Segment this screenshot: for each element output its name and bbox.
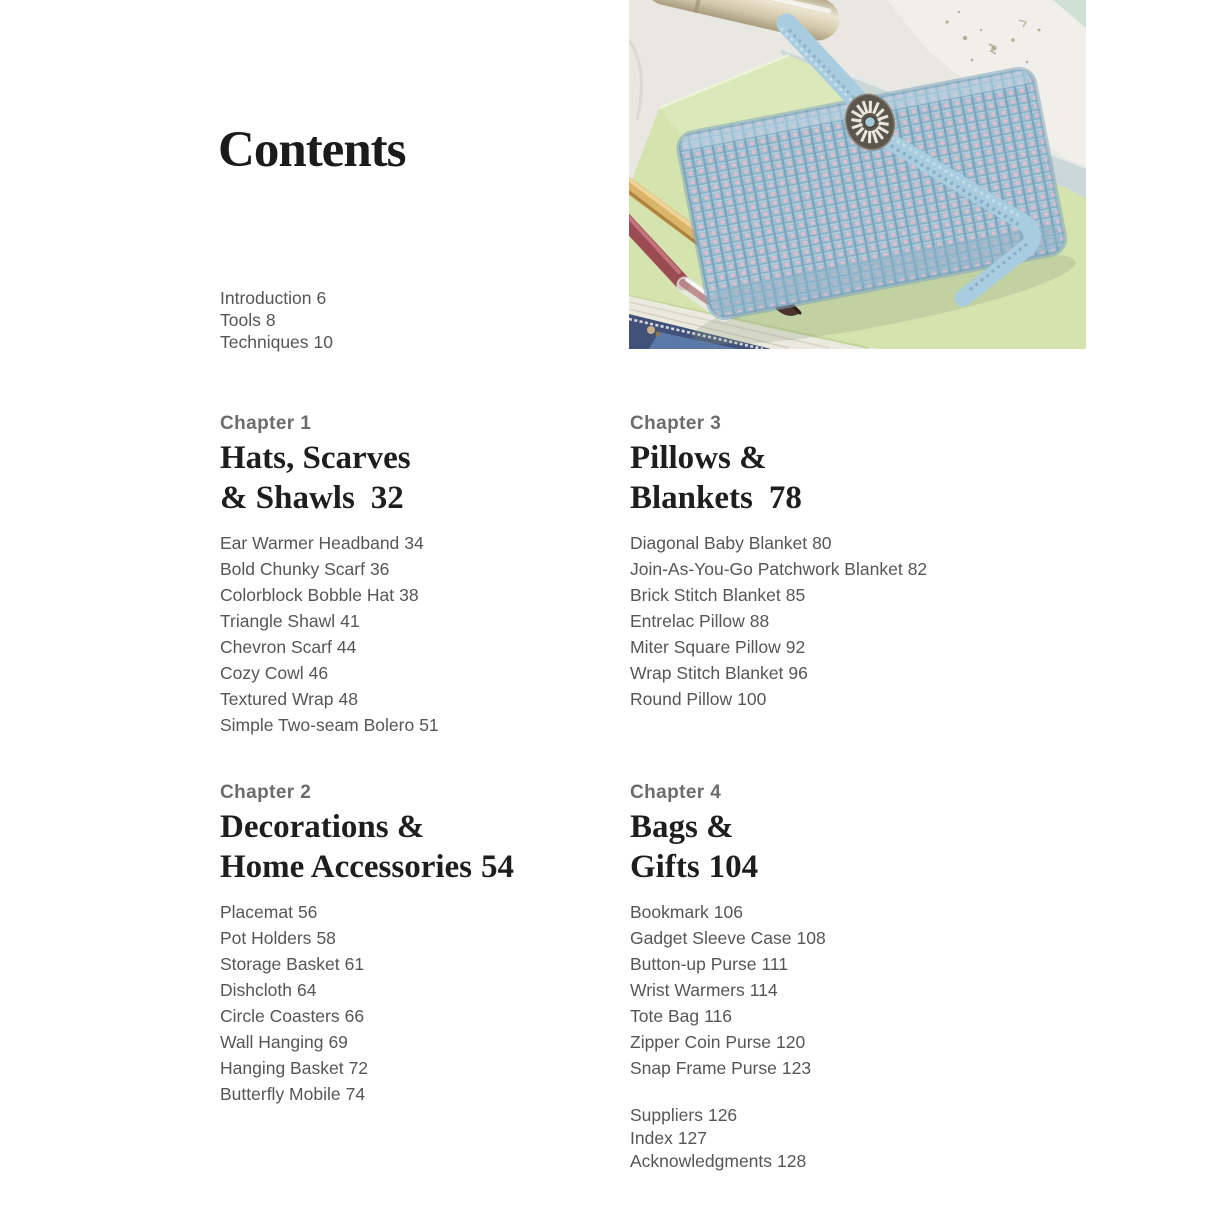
chapter-3-title: Pillows & Blankets 78 bbox=[630, 440, 802, 516]
toc-item: Tote Bag 116 bbox=[630, 1006, 732, 1026]
chapter-4-label: Chapter 4 bbox=[630, 782, 722, 803]
chapter-2-label: Chapter 2 bbox=[220, 782, 312, 803]
chapter-2-section bbox=[220, 781, 514, 1107]
toc-item: Wall Hanging 69 bbox=[220, 1032, 348, 1052]
toc-item: Cozy Cowl 46 bbox=[220, 663, 329, 683]
cover-photo bbox=[629, 0, 1086, 349]
toc-item: Wrap Stitch Blanket 96 bbox=[630, 663, 808, 683]
toc-item: Entrelac Pillow 88 bbox=[630, 611, 770, 631]
toc-item: Brick Stitch Blanket 85 bbox=[630, 585, 806, 605]
chapter-4-title: Bags & Gifts 104 bbox=[630, 809, 759, 885]
chapter-3-section bbox=[630, 412, 927, 712]
toc-item: Bookmark 106 bbox=[630, 902, 743, 922]
toc-item: Button-up Purse 111 bbox=[630, 954, 789, 974]
toc-item: Triangle Shawl 41 bbox=[220, 611, 360, 631]
toc-item-suppliers: Suppliers 126 bbox=[630, 1105, 738, 1125]
back-matter-list bbox=[630, 1104, 806, 1173]
toc-item: Textured Wrap 48 bbox=[220, 689, 358, 709]
toc-item: Miter Square Pillow 92 bbox=[630, 637, 806, 657]
toc-item: Zipper Coin Purse 120 bbox=[630, 1032, 806, 1052]
toc-item: Simple Two-seam Bolero 51 bbox=[220, 715, 439, 735]
chapter-4-items bbox=[630, 899, 826, 1081]
toc-item: Butterfly Mobile 74 bbox=[220, 1084, 366, 1104]
chapter-1-page: 32 bbox=[370, 480, 404, 516]
toc-item: Dishcloth 64 bbox=[220, 980, 317, 1000]
toc-item-techniques: Techniques 10 bbox=[220, 332, 334, 352]
toc-item: Circle Coasters 66 bbox=[220, 1006, 365, 1026]
chapter-2-title: Decorations & Home Accessories 54 bbox=[220, 809, 514, 885]
chapter-2-items bbox=[220, 899, 514, 1107]
chapter-3-label: Chapter 3 bbox=[630, 413, 722, 434]
toc-item: Bold Chunky Scarf 36 bbox=[220, 559, 390, 579]
toc-item: Colorblock Bobble Hat 38 bbox=[220, 585, 419, 605]
page-title: Contents bbox=[218, 122, 406, 179]
chapter-1-section bbox=[220, 412, 439, 738]
toc-item-tools: Tools 8 bbox=[220, 310, 276, 330]
chapter-3-items bbox=[630, 530, 927, 712]
toc-item: Ear Warmer Headband 34 bbox=[220, 533, 424, 553]
toc-item-acknowledgments: Acknowledgments 128 bbox=[630, 1151, 807, 1171]
front-matter-list bbox=[220, 287, 333, 353]
toc-item: Round Pillow 100 bbox=[630, 689, 767, 709]
toc-item: Gadget Sleeve Case 108 bbox=[630, 928, 826, 948]
chapter-1-label: Chapter 1 bbox=[220, 413, 312, 434]
toc-item: Diagonal Baby Blanket 80 bbox=[630, 533, 832, 553]
toc-item: Hanging Basket 72 bbox=[220, 1058, 369, 1078]
chapter-3-page: 78 bbox=[768, 480, 802, 516]
toc-item: Placemat 56 bbox=[220, 902, 318, 922]
chapter-4-page: 104 bbox=[708, 849, 759, 885]
chapter-2-page: 54 bbox=[481, 849, 514, 885]
toc-item: Join-As-You-Go Patchwork Blanket 82 bbox=[630, 559, 928, 579]
toc-item-index: Index 127 bbox=[630, 1128, 708, 1148]
toc-item: Chevron Scarf 44 bbox=[220, 637, 357, 657]
chapter-1-items bbox=[220, 530, 439, 738]
toc-item: Wrist Warmers 114 bbox=[630, 980, 778, 1000]
toc-item: Snap Frame Purse 123 bbox=[630, 1058, 812, 1078]
toc-item: Pot Holders 58 bbox=[220, 928, 336, 948]
chapter-4-section bbox=[630, 781, 826, 1081]
toc-item-introduction: Introduction 6 bbox=[220, 288, 327, 308]
toc-item: Storage Basket 61 bbox=[220, 954, 365, 974]
chapter-1-title: Hats, Scarves & Shawls 32 bbox=[220, 440, 411, 516]
